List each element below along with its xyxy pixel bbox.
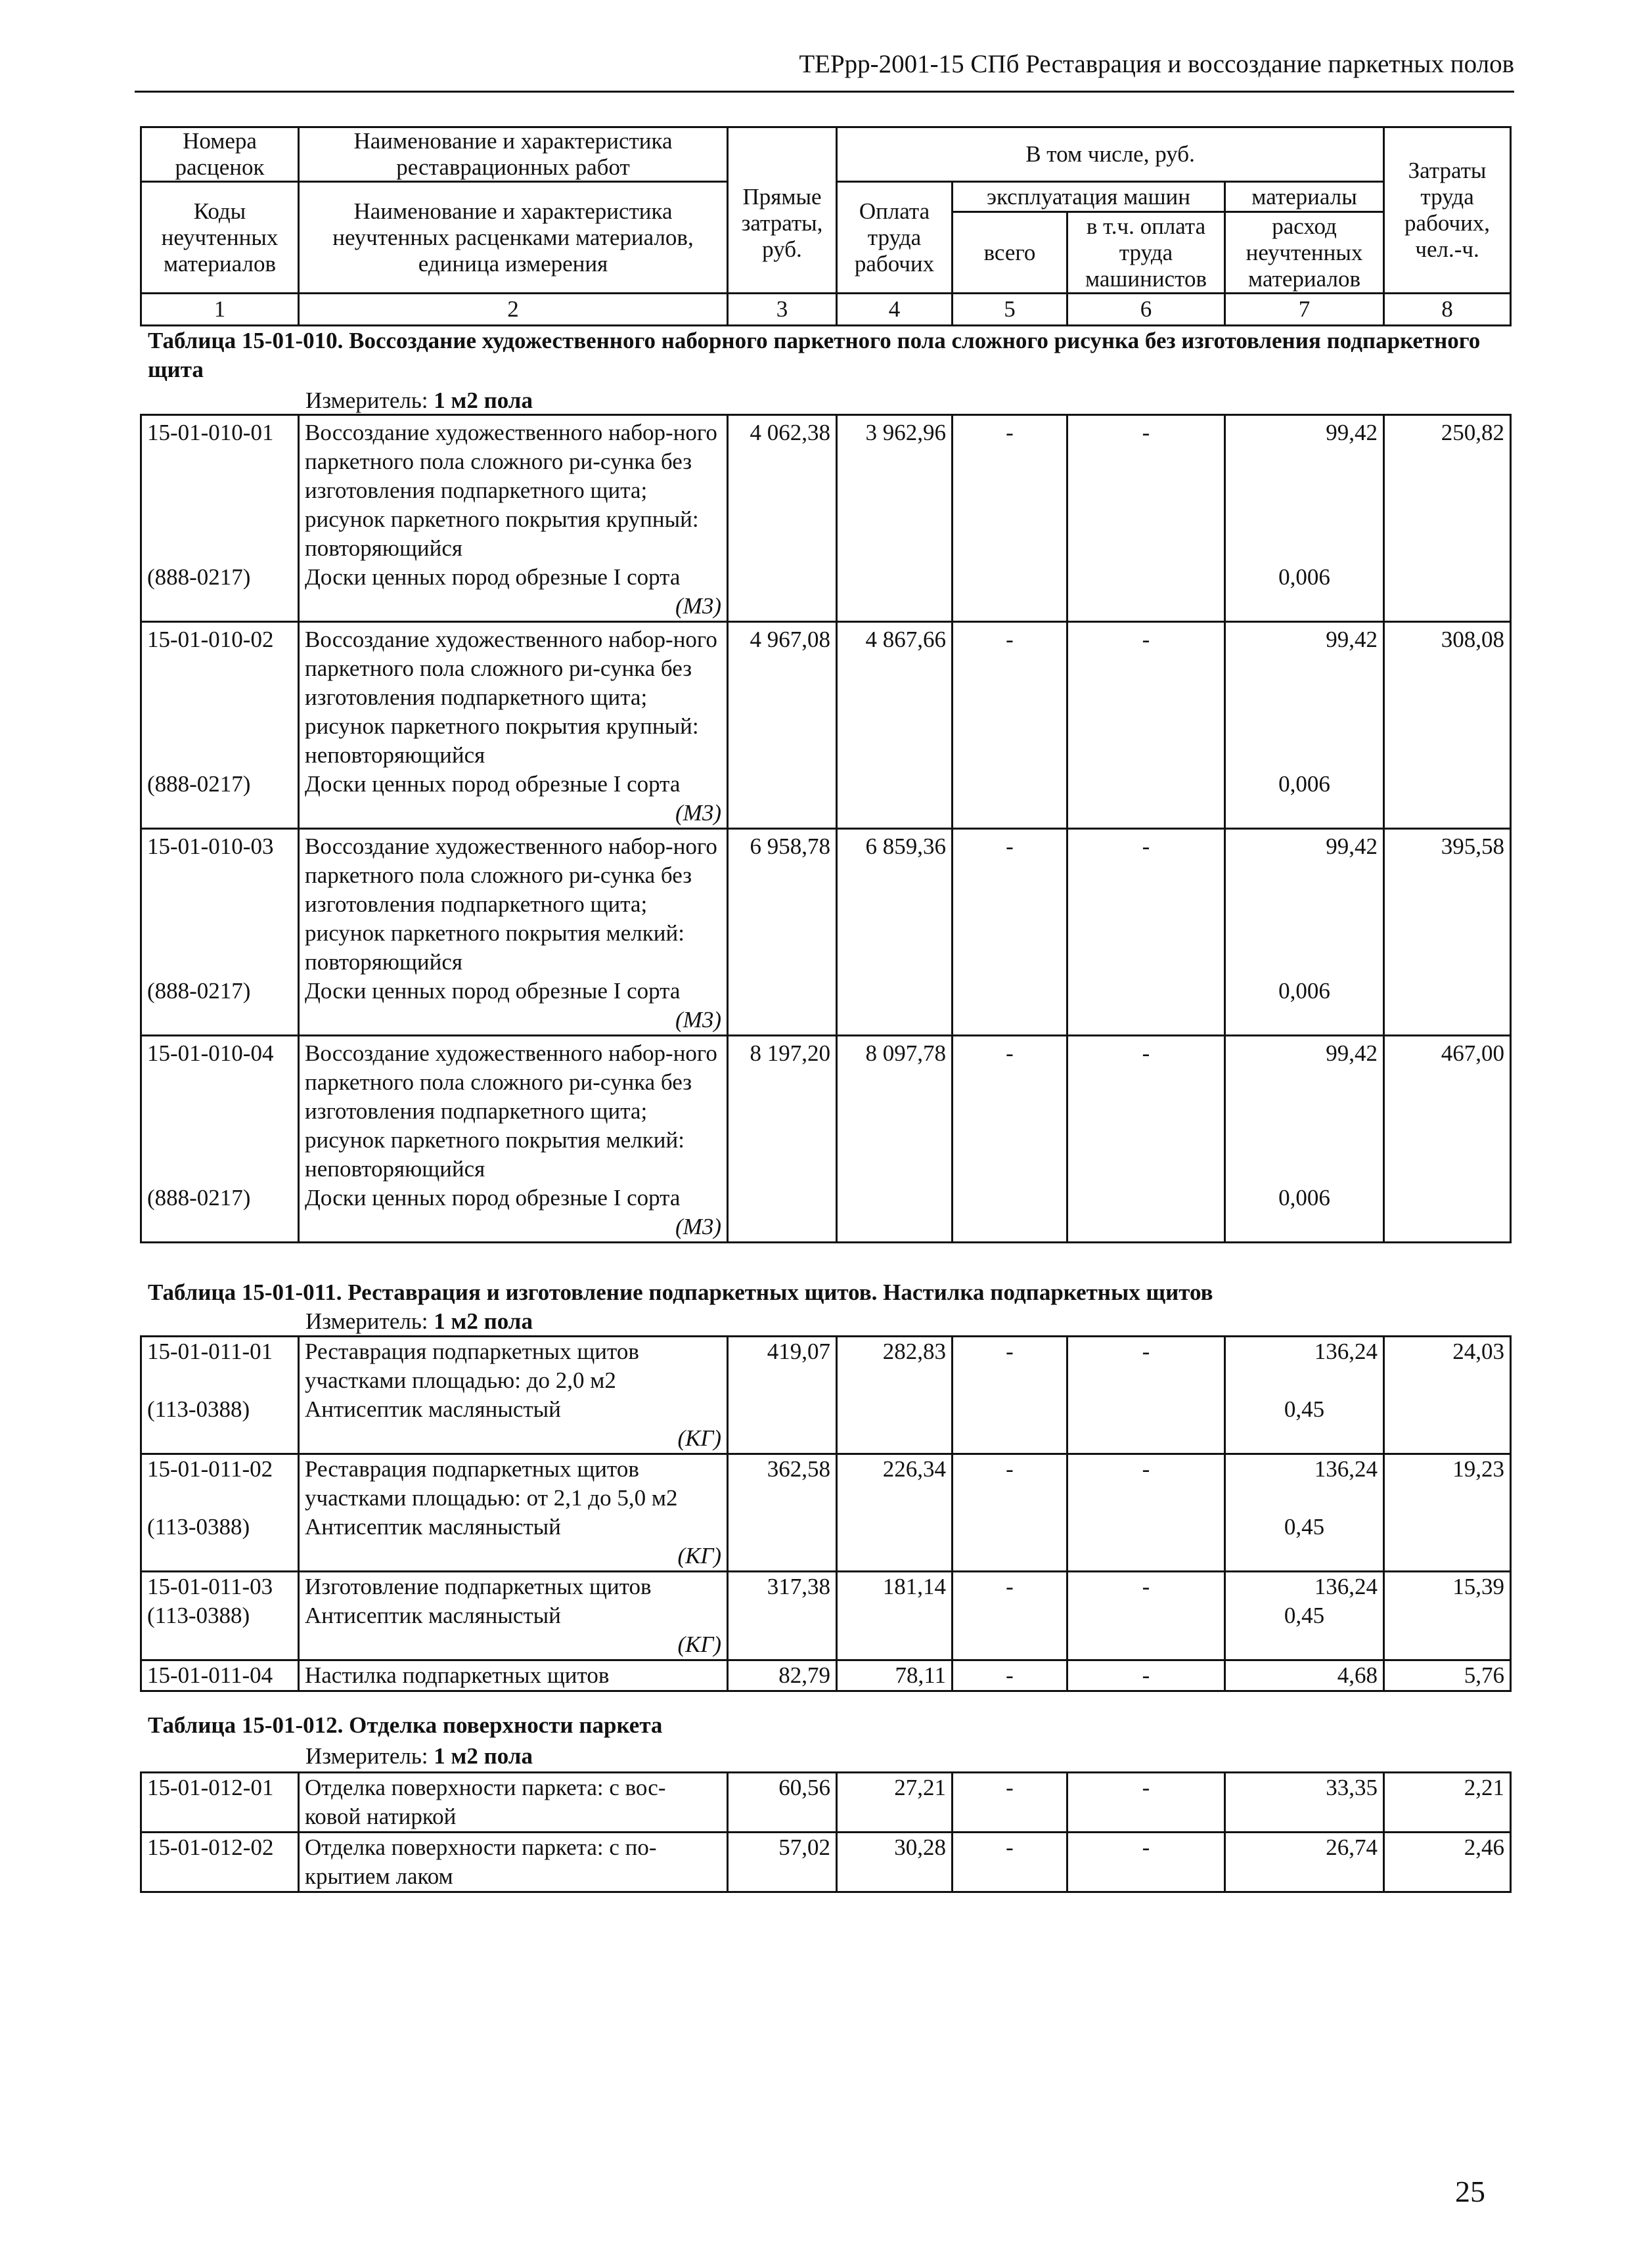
material-qty: 0,45 xyxy=(1225,1395,1384,1454)
col-number: 3 xyxy=(728,294,837,326)
machines-cost: - xyxy=(953,1036,1067,1184)
table-row xyxy=(141,622,1511,770)
machines-cost: - xyxy=(953,1337,1067,1396)
table-row xyxy=(141,1337,1511,1396)
col1-bottom-header: Коды неучтенных материалов xyxy=(141,182,299,294)
col-number: 2 xyxy=(299,294,728,326)
material-unit: (М3) xyxy=(675,1214,721,1239)
table-row-material xyxy=(141,977,1511,1036)
material-unit: (М3) xyxy=(675,800,721,826)
labor-cost: 8 097,78 xyxy=(837,1036,953,1184)
col8-header: Затраты труда рабочих, чел.-ч. xyxy=(1384,127,1511,294)
table-caption: Таблица 15-01-010. Воссоздание художественного наборного паркетного пола сложного рисунка без изготовления подпаркетного щита xyxy=(148,328,1481,382)
machinist-labor: - xyxy=(1067,829,1225,977)
table-row-material xyxy=(141,563,1511,622)
rates-table-011 xyxy=(140,1335,1512,1692)
materials-cost: 136,24 xyxy=(1225,1572,1384,1602)
machinist-labor: - xyxy=(1067,1454,1225,1513)
material-code: (113-0388) xyxy=(141,1601,299,1660)
labor-cost: 226,34 xyxy=(837,1454,953,1513)
materials-cost: 99,42 xyxy=(1225,829,1384,977)
col5-header: всего xyxy=(953,212,1067,294)
col-number: 7 xyxy=(1225,294,1384,326)
material-name-text: Доски ценных пород обрезные I сорта xyxy=(305,771,681,797)
meter-label: Измеритель: xyxy=(305,388,428,413)
materials-cost: 99,42 xyxy=(1225,622,1384,770)
col-number: 1 xyxy=(141,294,299,326)
page-number: 25 xyxy=(1455,2175,1485,2208)
material-qty: 0,006 xyxy=(1225,977,1384,1036)
table-row-material xyxy=(141,1184,1511,1243)
labor-hours: 395,58 xyxy=(1384,829,1511,1036)
labor-hours: 2,21 xyxy=(1384,1773,1511,1833)
labor-hours: 24,03 xyxy=(1384,1337,1511,1454)
materials-cost: 136,24 xyxy=(1225,1337,1384,1396)
rate-code: 15-01-010-03 xyxy=(141,829,299,977)
table-row xyxy=(141,1454,1511,1513)
direct-cost: 82,79 xyxy=(728,1660,837,1691)
material-name xyxy=(299,1601,728,1660)
direct-cost: 4 062,38 xyxy=(728,415,837,564)
machines-cost: - xyxy=(953,1572,1067,1602)
labor-hours: 19,23 xyxy=(1384,1454,1511,1572)
table-caption: Таблица 15-01-012. Отделка поверхности паркета xyxy=(148,1712,663,1738)
direct-cost: 419,07 xyxy=(728,1337,837,1396)
table-row-material xyxy=(141,1395,1511,1454)
rate-name: Реставрация подпаркетных щитов участками площадью: до 2,0 м2 xyxy=(299,1337,728,1396)
col3-header: Прямые затраты, руб. xyxy=(728,127,837,294)
rate-name: Отделка поверхности паркета: с вос-ковой натиркой xyxy=(299,1773,728,1833)
material-unit: (КГ) xyxy=(677,1425,721,1451)
rate-code: 15-01-011-04 xyxy=(141,1660,299,1691)
material-unit: (М3) xyxy=(675,1007,721,1033)
table-row xyxy=(141,415,1511,564)
labor-cost: 181,14 xyxy=(837,1572,953,1602)
labor-hours: 2,46 xyxy=(1384,1833,1511,1892)
machines-cost: - xyxy=(953,1773,1067,1833)
material-code: (113-0388) xyxy=(141,1395,299,1454)
materials-cost: 99,42 xyxy=(1225,1036,1384,1184)
materials-cost: 4,68 xyxy=(1225,1660,1384,1691)
table-row-material xyxy=(141,770,1511,829)
material-name xyxy=(299,1395,728,1454)
meter-label: Измеритель: xyxy=(305,1743,428,1769)
material-qty: 0,006 xyxy=(1225,1184,1384,1243)
col4-header: Оплата труда рабочих xyxy=(837,182,953,294)
meter-label: Измеритель: xyxy=(305,1308,428,1334)
direct-cost: 362,58 xyxy=(728,1454,837,1513)
rate-name: Воссоздание художественного набор-ного паркетного пола сложного ри-сунка без изготовления подпаркетного щита; рисунок паркетного покрытия мелкий: неповторяющийся xyxy=(299,1036,728,1184)
labor-hours: 250,82 xyxy=(1384,415,1511,622)
material-unit: (М3) xyxy=(675,593,721,619)
col-number: 8 xyxy=(1384,294,1511,326)
machines-cost: - xyxy=(953,1454,1067,1513)
table-row xyxy=(141,1572,1511,1602)
group-header: В том числе, руб. xyxy=(837,127,1384,182)
direct-cost: 4 967,08 xyxy=(728,622,837,770)
rate-name: Реставрация подпаркетных щитов участками площадью: от 2,1 до 5,0 м2 xyxy=(299,1454,728,1513)
machines-cost: - xyxy=(953,622,1067,770)
material-code: (888-0217) xyxy=(141,563,299,622)
rate-name: Настилка подпаркетных щитов xyxy=(299,1660,728,1691)
materials-header: материалы xyxy=(1225,182,1384,212)
col6-header: в т.ч. оплата труда машинистов xyxy=(1067,212,1225,294)
direct-cost: 6 958,78 xyxy=(728,829,837,977)
col-number: 4 xyxy=(837,294,953,326)
labor-cost: 3 962,96 xyxy=(837,415,953,564)
labor-hours: 15,39 xyxy=(1384,1572,1511,1660)
meter xyxy=(305,1742,533,1771)
machinist-labor: - xyxy=(1067,415,1225,564)
direct-cost: 57,02 xyxy=(728,1833,837,1892)
machines-cost: - xyxy=(953,1660,1067,1691)
direct-cost: 60,56 xyxy=(728,1773,837,1833)
material-code: (888-0217) xyxy=(141,770,299,829)
rate-name: Воссоздание художественного набор-ного паркетного пола сложного ри-сунка без изготовления подпаркетного щита; рисунок паркетного покрытия крупный: неповторяющийся xyxy=(299,622,728,770)
material-name xyxy=(299,770,728,829)
col1-top-header: Номера расценок xyxy=(141,127,299,182)
material-name xyxy=(299,1184,728,1243)
rate-code: 15-01-010-01 xyxy=(141,415,299,564)
rate-name: Изготовление подпаркетных щитов xyxy=(299,1572,728,1602)
labor-hours: 5,76 xyxy=(1384,1660,1511,1691)
material-name xyxy=(299,977,728,1036)
machinist-labor: - xyxy=(1067,1660,1225,1691)
labor-cost: 27,21 xyxy=(837,1773,953,1833)
labor-cost: 78,11 xyxy=(837,1660,953,1691)
labor-cost: 282,83 xyxy=(837,1337,953,1396)
material-qty: 0,006 xyxy=(1225,563,1384,622)
material-name-text: Антисептик масляныстый xyxy=(305,1396,561,1422)
material-qty: 0,006 xyxy=(1225,770,1384,829)
direct-cost: 8 197,20 xyxy=(728,1036,837,1184)
machinist-labor: - xyxy=(1067,1572,1225,1602)
meter-value: 1 м2 пола xyxy=(434,1308,533,1334)
rate-code: 15-01-011-01 xyxy=(141,1337,299,1396)
material-qty: 0,45 xyxy=(1225,1513,1384,1572)
machinist-labor: - xyxy=(1067,1773,1225,1833)
col-number: 5 xyxy=(953,294,1067,326)
material-name-text: Антисептик масляныстый xyxy=(305,1514,561,1540)
machinist-labor: - xyxy=(1067,1833,1225,1892)
column-header-table xyxy=(140,126,1512,326)
materials-cost: 136,24 xyxy=(1225,1454,1384,1513)
direct-cost: 317,38 xyxy=(728,1572,837,1602)
meter-value: 1 м2 пола xyxy=(434,388,533,413)
rates-table-012 xyxy=(140,1771,1512,1893)
machinist-labor: - xyxy=(1067,622,1225,770)
header-rule xyxy=(135,91,1514,93)
table-row xyxy=(141,1773,1511,1833)
col2-top-header: Наименование и характеристика реставрационных работ xyxy=(299,127,728,182)
rate-name: Отделка поверхности паркета: с по-крытием лаком xyxy=(299,1833,728,1892)
labor-cost: 4 867,66 xyxy=(837,622,953,770)
table-row-material xyxy=(141,1601,1511,1660)
labor-hours: 467,00 xyxy=(1384,1036,1511,1243)
machines-header: эксплуатация машин xyxy=(953,182,1225,212)
col2-bottom-header: Наименование и характеристика неучтенных расценками материалов, единица измерения xyxy=(299,182,728,294)
table-row xyxy=(141,1036,1511,1184)
labor-cost: 30,28 xyxy=(837,1833,953,1892)
rate-code: 15-01-011-03 xyxy=(141,1572,299,1602)
rate-code: 15-01-011-02 xyxy=(141,1454,299,1513)
material-name-text: Доски ценных пород обрезные I сорта xyxy=(305,564,681,590)
meter xyxy=(305,386,533,415)
machines-cost: - xyxy=(953,829,1067,977)
materials-cost: 99,42 xyxy=(1225,415,1384,564)
materials-cost: 33,35 xyxy=(1225,1773,1384,1833)
material-unit: (КГ) xyxy=(677,1632,721,1657)
material-code: (888-0217) xyxy=(141,977,299,1036)
machinist-labor: - xyxy=(1067,1036,1225,1184)
rates-table-010 xyxy=(140,414,1512,1243)
labor-cost: 6 859,36 xyxy=(837,829,953,977)
labor-hours: 308,08 xyxy=(1384,622,1511,829)
material-name-text: Доски ценных пород обрезные I сорта xyxy=(305,1185,681,1211)
machines-cost: - xyxy=(953,1833,1067,1892)
material-name-text: Доски ценных пород обрезные I сорта xyxy=(305,978,681,1004)
meter-value: 1 м2 пола xyxy=(434,1743,533,1769)
material-code: (113-0388) xyxy=(141,1513,299,1572)
table-row xyxy=(141,1833,1511,1892)
material-unit: (КГ) xyxy=(677,1543,721,1568)
meter xyxy=(305,1307,533,1336)
material-name xyxy=(299,563,728,622)
rate-code: 15-01-010-02 xyxy=(141,622,299,770)
running-header: ТЕРрр-2001-15 СПб Реставрация и воссоздание паркетных полов xyxy=(799,50,1514,78)
rate-name: Воссоздание художественного набор-ного паркетного пола сложного ри-сунка без изготовления подпаркетного щита; рисунок паркетного покрытия крупный: повторяющийся xyxy=(299,415,728,564)
col-number: 6 xyxy=(1067,294,1225,326)
machinist-labor: - xyxy=(1067,1337,1225,1396)
materials-cost: 26,74 xyxy=(1225,1833,1384,1892)
rate-code: 15-01-010-04 xyxy=(141,1036,299,1184)
material-code: (888-0217) xyxy=(141,1184,299,1243)
rate-code: 15-01-012-01 xyxy=(141,1773,299,1833)
rate-code: 15-01-012-02 xyxy=(141,1833,299,1892)
table-caption: Таблица 15-01-011. Реставрация и изготовление подпаркетных щитов. Настилка подпаркетных щитов xyxy=(148,1279,1213,1305)
material-qty: 0,45 xyxy=(1225,1601,1384,1660)
material-name-text: Антисептик масляныстый xyxy=(305,1603,561,1628)
material-name xyxy=(299,1513,728,1572)
machines-cost: - xyxy=(953,415,1067,564)
table-row xyxy=(141,829,1511,977)
table-row xyxy=(141,1660,1511,1691)
rate-name: Воссоздание художественного набор-ного паркетного пола сложного ри-сунка без изготовления подпаркетного щита; рисунок паркетного покрытия мелкий: повторяющийся xyxy=(299,829,728,977)
table-row-material xyxy=(141,1513,1511,1572)
col7-header: расход неучтенных материалов xyxy=(1225,212,1384,294)
